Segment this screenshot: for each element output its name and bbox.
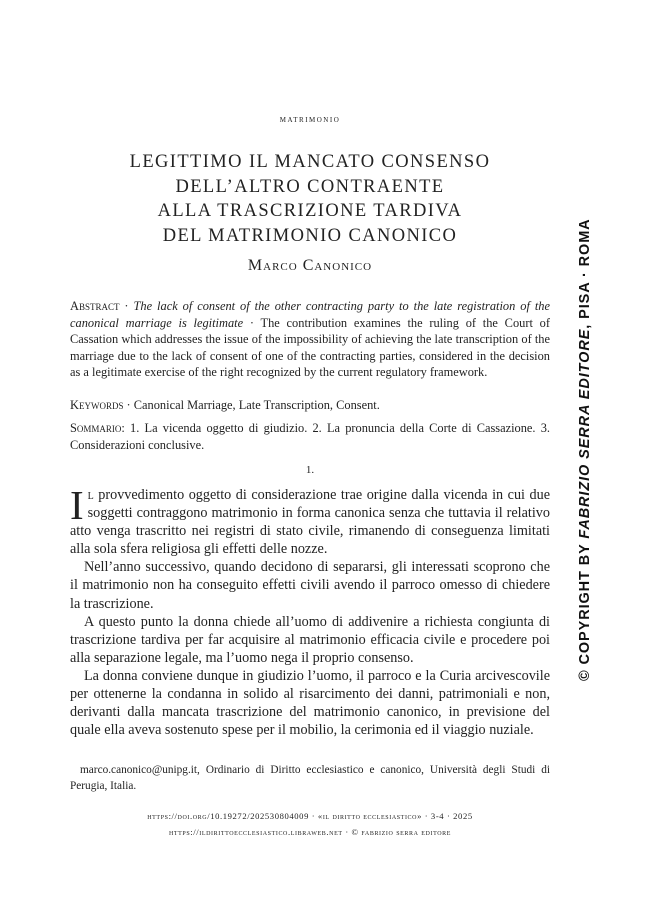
article-body <box>70 482 550 739</box>
abstract-label: Abstract <box>70 299 120 313</box>
title-line: ALLA TRASCRIZIONE TARDIVA <box>157 201 463 221</box>
article-page <box>70 0 550 922</box>
article-title <box>70 150 550 248</box>
keywords-text: Canonical Marriage, Late Transcription, Consent. <box>133 398 380 412</box>
copyright-suffix: , PISA · ROMA <box>577 218 593 329</box>
summary-text: 1. La vicenda oggetto di giudizio. 2. La pronuncia della Corte di Cassazione. 3. Considerazioni conclusive. <box>70 421 550 452</box>
copyright-publisher: FABRIZIO SERRA EDITORE <box>577 328 593 539</box>
abstract-text: The contribution examines the ruling of the Court of Cassation which addresses the issue of the impossibility of achieving the late transcription of the marriage due to the lack of consent of one of the contracting parties, considered in the decision as a legitimate exercise of the right recognized by the current regulatory framework. <box>70 315 550 379</box>
copyright-prefix: © COPYRIGHT BY <box>577 538 593 681</box>
drop-cap: I <box>70 482 84 528</box>
summary-separator: : <box>121 421 131 435</box>
author-footnote: marco.canonico@unipg.it, Ordinario di Diritto ecclesiastico e canonico, Università degli Studi di Perugia, Italia. <box>70 764 550 792</box>
abstract-english-title: The lack of consent of the other contracting party to the late registration of the canonical marriage is legitimate <box>70 299 550 330</box>
section-number: 1. <box>305 464 315 476</box>
abstract <box>70 298 550 381</box>
author-name: Marco Canonico <box>247 257 373 274</box>
copyright-notice <box>576 218 594 681</box>
body-paragraph: La donna conviene dunque in giudizio l’uomo, il parroco e la Curia arcivescovile per ottenerne la condanna in solido al risarcimento dei danni, patrimoniali e non, derivanti dalla mancata trascrizione del matrimonio canonico, in previsione del quale ella aveva sostenuto spese per il mobilio, la cerimonia ed il viaggio nuziale. <box>70 667 550 739</box>
title-line: LEGITTIMO IL MANCATO CONSENSO <box>129 152 491 172</box>
summary-label: Sommario <box>70 421 122 435</box>
site-line: https://ildirittoecclesiastico.libraweb.net · © fabrizio serra editore <box>168 827 452 837</box>
summary <box>70 420 550 453</box>
abstract-separator: · <box>243 315 261 330</box>
doi-line: https://doi.org/10.19272/202530804009 · «il diritto ecclesiastico» · 3-4 · 2025 <box>147 811 473 821</box>
title-line: DEL MATRIMONIO CANONICO <box>162 225 458 246</box>
keywords-separator: · <box>123 398 134 412</box>
lead-smallcaps: l <box>87 487 94 503</box>
abstract-separator: · <box>119 299 134 313</box>
body-paragraph: A questo punto la donna chiede all’uomo di addivenire a richiesta congiunta di trascrizione tardiva per far acquisire al matrimonio efficacia civile e procedere poi alla separazione legale, ma l’uomo nega il proprio consenso. <box>70 613 550 666</box>
paragraph-text: provvedimento oggetto di considerazione trae origine dalla vicenda in cui due soggetti contraggono matrimonio in forma canonica senza che tuttavia il relativo atto venga trascritto nei registri di stato civile, rimanendo di conseguenza limitati alla sola sfera religiosa gli effetti delle nozze. <box>70 487 550 558</box>
keywords-label: Keywords <box>70 398 124 412</box>
title-line: DELL’ALTRO CONTRAENTE <box>175 176 445 197</box>
body-paragraph <box>70 482 550 558</box>
section-label: matrimonio <box>279 114 341 125</box>
body-paragraph: Nell’anno successivo, quando decidono di separarsi, gli interessati scoprono che il matrimonio non ha conseguito effetti civili avendo il parroco omesso di chiedere la trascrizione. <box>70 559 550 612</box>
keywords <box>70 397 550 414</box>
